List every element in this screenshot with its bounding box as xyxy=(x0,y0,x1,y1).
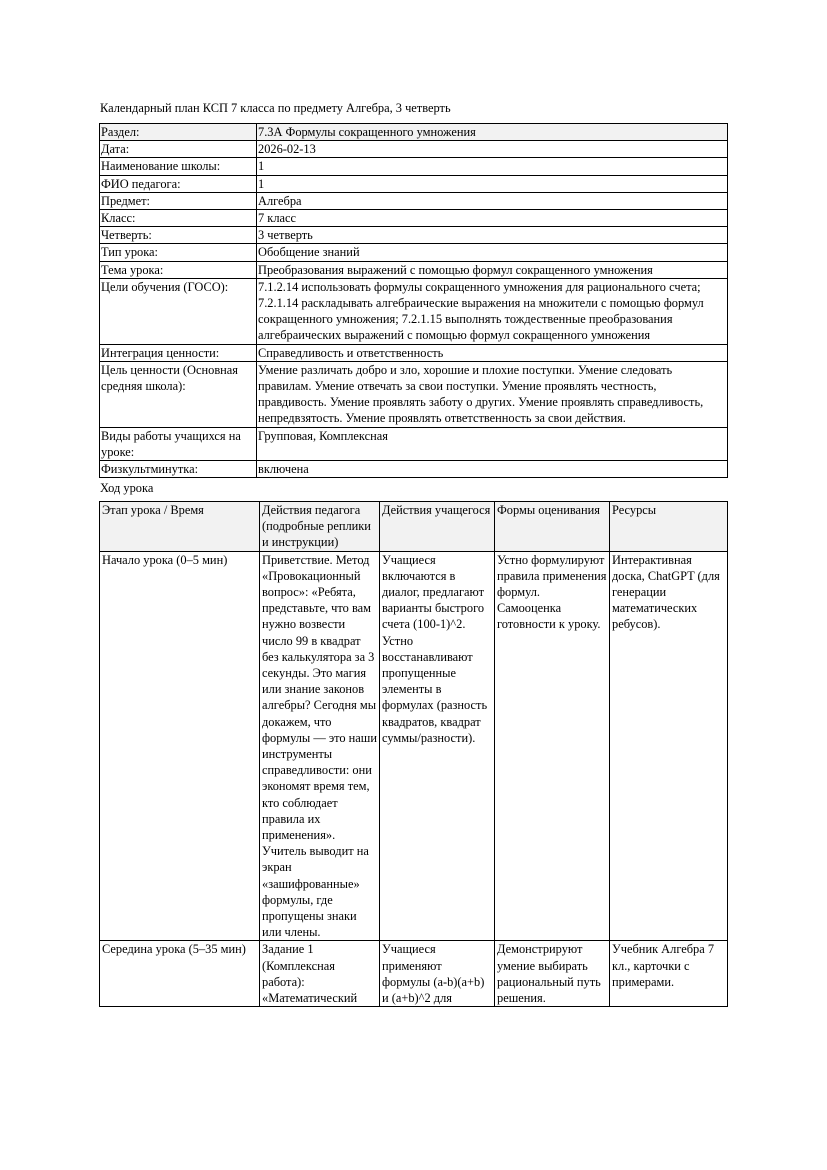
flow-header-row xyxy=(100,502,728,552)
info-label: Физкультминутка: xyxy=(100,461,257,478)
info-value: Преобразования выражений с помощью формул сокращенного умножения xyxy=(257,261,728,278)
lesson-flow-table xyxy=(99,501,728,1007)
info-label: Интеграция ценности: xyxy=(100,344,257,361)
flow-header-cell: Действия учащегося xyxy=(380,502,495,552)
info-label: Цель ценности (Основная средняя школа): xyxy=(100,361,257,427)
flow-row xyxy=(100,941,728,1007)
flow-header-cell: Этап урока / Время xyxy=(100,502,260,552)
info-label: ФИО педагога: xyxy=(100,175,257,192)
info-value: Обобщение знаний xyxy=(257,244,728,261)
info-label: Предмет: xyxy=(100,192,257,209)
flow-cell-resources: Интерактивная доска, ChatGPT (для генерации математических ребусов). xyxy=(610,551,728,941)
info-value: 2026-02-13 xyxy=(257,141,728,158)
info-value: Алгебра xyxy=(257,192,728,209)
info-value: 1 xyxy=(257,158,728,175)
flow-header-cell: Ресурсы xyxy=(610,502,728,552)
flow-cell-resources: Учебник Алгебра 7 кл., карточки с примерами. xyxy=(610,941,728,1007)
flow-cell-assessment: Демонстрируют умение выбирать рациональный путь решения. xyxy=(495,941,610,1007)
info-value: 7.3А Формулы сокращенного умножения xyxy=(257,124,728,141)
info-value: 7 класс xyxy=(257,210,728,227)
info-label: Цели обучения (ГОСО): xyxy=(100,278,257,344)
flow-cell-stage: Середина урока (5–35 мин) xyxy=(100,941,260,1007)
info-label: Четверть: xyxy=(100,227,257,244)
info-value: Групповая, Комплексная xyxy=(257,427,728,460)
document-title: Календарный план КСП 7 класса по предмету Алгебра, 3 четверть xyxy=(100,101,451,115)
flow-cell-student: Учащиеся применяют формулы (a-b)(a+b) и (a+b)^2 для xyxy=(380,941,495,1007)
info-label: Раздел: xyxy=(100,124,257,141)
info-value: Справедливость и ответственность xyxy=(257,344,728,361)
info-label: Виды работы учащихся на уроке: xyxy=(100,427,257,460)
info-label: Тема урока: xyxy=(100,261,257,278)
flow-header-cell: Действия педагога (подробные реплики и инструкции) xyxy=(260,502,380,552)
info-label: Наименование школы: xyxy=(100,158,257,175)
flow-cell-assessment: Устно формулируют правила применения формул. Самооценка готовности к уроку. xyxy=(495,551,610,941)
flow-cell-stage: Начало урока (0–5 мин) xyxy=(100,551,260,941)
info-value: Умение различать добро и зло, хорошие и плохие поступки. Умение следовать правилам. Умение отвечать за свои поступки. Умение проявлять честность, правдивость. Умение проявлять заботу о других. Умение проявлять справедливость, непредвзятость. Умение проявлять ответственность за свои действия. xyxy=(257,361,728,427)
info-label: Дата: xyxy=(100,141,257,158)
flow-cell-teacher: Приветствие. Метод «Провокационный вопрос»: «Ребята, представьте, что вам нужно возвести число 99 в квадрат без калькулятора за 3 секунды. Это магия или знание законов алгебры? Сегодня мы докажем, что формулы — это наши инструменты справедливости: они экономят время тем, кто соблюдает правила их применения». Учитель выводит на экран «зашифрованные» формулы, где пропущены знаки или члены. xyxy=(260,551,380,941)
flow-cell-student: Учащиеся включаются в диалог, предлагают варианты быстрого счета (100-1)^2. Устно восстанавливают пропущенные элементы в формулах (разность квадратов, квадрат суммы/разности). xyxy=(380,551,495,941)
flow-header-cell: Формы оценивания xyxy=(495,502,610,552)
flow-row xyxy=(100,551,728,941)
info-value: 3 четверть xyxy=(257,227,728,244)
info-value: 7.1.2.14 использовать формулы сокращенного умножения для рационального счета; 7.2.1.14 раскладывать алгебраические выражения на множители с помощью формул сокращенного умножения; 7.2.1.15 выполнять тождественные преобразования алгебраических выражений с помощью формул сокращенного умножения xyxy=(257,278,728,344)
flow-cell-teacher: Задание 1 (Комплексная работа): «Математический xyxy=(260,941,380,1007)
info-value: включена xyxy=(257,461,728,478)
lesson-flow-title: Ход урока xyxy=(100,481,154,495)
info-label: Тип урока: xyxy=(100,244,257,261)
info-value: 1 xyxy=(257,175,728,192)
info-label: Класс: xyxy=(100,210,257,227)
